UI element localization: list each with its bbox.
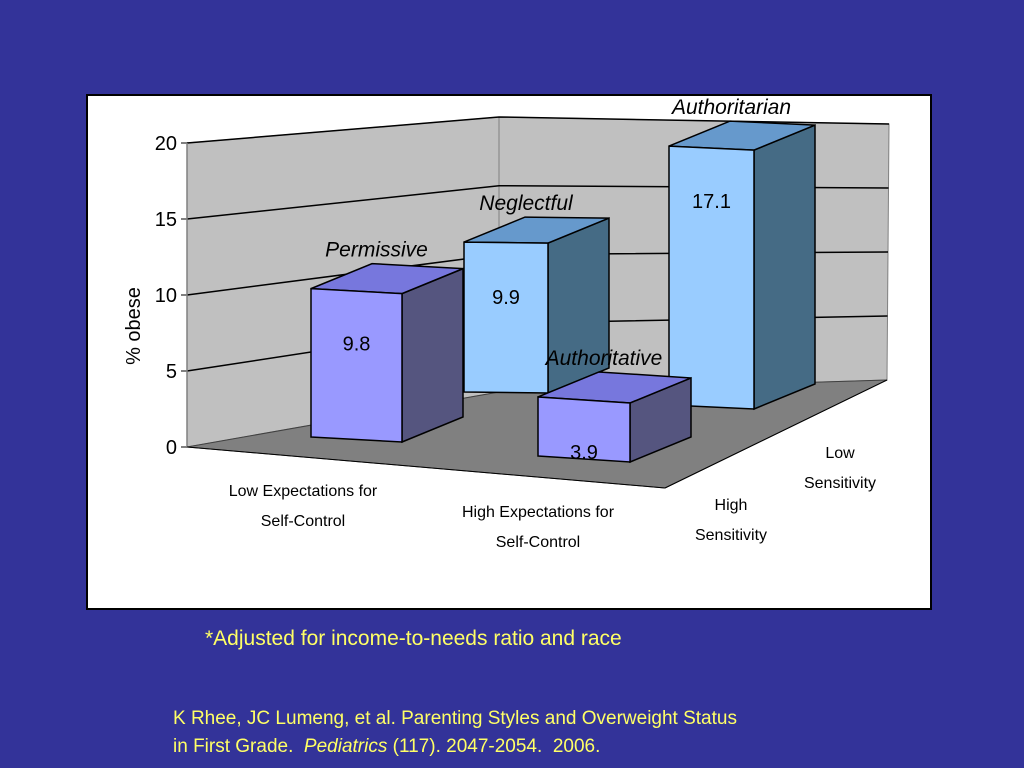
citation-line-2 [173, 733, 737, 761]
depth-category-label: Sensitivity [694, 527, 768, 544]
value-label-permissive: 9.8 [342, 333, 371, 356]
x-category-label: Self-Control [260, 513, 346, 530]
y-tick-label: 0 [165, 437, 177, 459]
y-axis-label: % obese [123, 287, 145, 365]
x-category-label: Low Expectations for [228, 483, 378, 500]
x-category-label: Self-Control [495, 534, 581, 551]
bar-front [669, 146, 754, 409]
footnote: *Adjusted for income-to-needs ratio and race [205, 627, 622, 650]
chart-3d-bar [88, 96, 934, 612]
style-label-neglectful: Neglectful [479, 192, 573, 216]
citation [173, 705, 737, 761]
chart-panel [86, 94, 932, 610]
x-category-label: High Expectations for [461, 504, 615, 521]
bar-authoritarian [669, 121, 815, 409]
value-label-authoritative: 3.9 [570, 441, 598, 464]
bar-front [464, 242, 548, 393]
depth-category-label: Sensitivity [803, 475, 877, 492]
style-label-authoritarian: Authoritarian [671, 96, 792, 120]
value-label-authoritarian: 17.1 [692, 191, 731, 214]
depth-category-label: Low [825, 445, 855, 462]
bar-side [754, 125, 815, 409]
citation-line-2-end: (117). 2047-2054. 2006. [387, 736, 601, 757]
citation-journal: Pediatrics [303, 736, 388, 757]
y-tick-label: 5 [165, 361, 177, 383]
value-label-neglectful: 9.9 [492, 287, 520, 310]
citation-line-1: K Rhee, JC Lumeng, et al. Parenting Styles and Overweight Status [173, 708, 737, 729]
depth-category-label: High [714, 497, 748, 514]
bar-side [402, 269, 463, 442]
citation-line-2-start: in First Grade. [173, 736, 304, 757]
y-tick-label: 15 [154, 209, 177, 231]
style-label-authoritative: Authoritative [545, 346, 663, 370]
y-tick-label: 10 [154, 285, 177, 307]
bar-front [311, 289, 402, 442]
bar-permissive [311, 264, 463, 442]
style-label-permissive: Permissive [325, 238, 428, 262]
y-tick-label: 20 [154, 133, 177, 155]
